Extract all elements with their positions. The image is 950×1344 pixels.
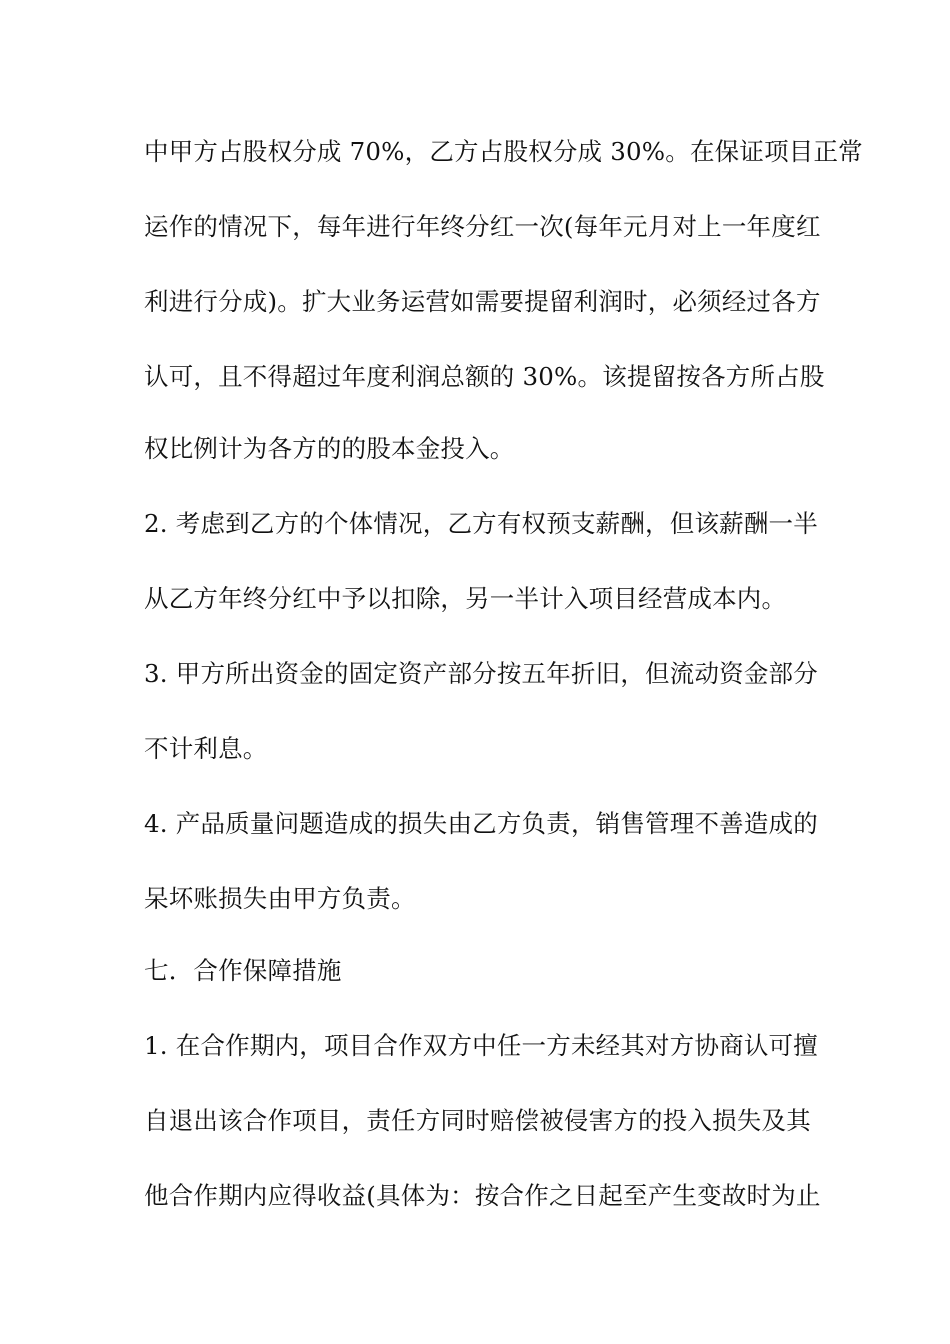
paragraph-line: 中甲方占股权分成 70%，乙方占股权分成 30%。在保证项目正常 [144, 137, 863, 166]
list-item-1-line: 他合作期内应得收益(具体为：按合作之日起至产生变故时为止 [144, 1181, 821, 1210]
list-item-2-line: 2. 考虑到乙方的个体情况，乙方有权预支薪酬，但该薪酬一半 [144, 509, 818, 538]
list-item-3-line: 不计利息。 [144, 734, 268, 763]
paragraph-line: 利进行分成)。扩大业务运营如需要提留利润时，必须经过各方 [144, 287, 821, 316]
list-item-1-line: 1. 在合作期内，项目合作双方中任一方未经其对方协商认可擅 [144, 1031, 818, 1060]
list-item-3-line: 3. 甲方所出资金的固定资产部分按五年折旧，但流动资金部分 [144, 659, 818, 688]
paragraph-line: 认可，且不得超过年度利润总额的 30%。该提留按各方所占股 [144, 362, 825, 391]
list-item-4-line: 呆坏账损失由甲方负责。 [144, 884, 416, 913]
paragraph-line: 权比例计为各方的的股本金投入。 [144, 434, 515, 463]
paragraph-line: 运作的情况下，每年进行年终分红一次(每年元月对上一年度红 [144, 212, 821, 241]
list-item-4-line: 4. 产品质量问题造成的损失由乙方负责，销售管理不善造成的 [144, 809, 818, 838]
list-item-1-line: 自退出该合作项目，责任方同时赔偿被侵害方的投入损失及其 [144, 1106, 811, 1135]
section-heading: 七．合作保障措施 [144, 956, 342, 985]
list-item-2-line: 从乙方年终分红中予以扣除，另一半计入项目经营成本内。 [144, 584, 787, 613]
